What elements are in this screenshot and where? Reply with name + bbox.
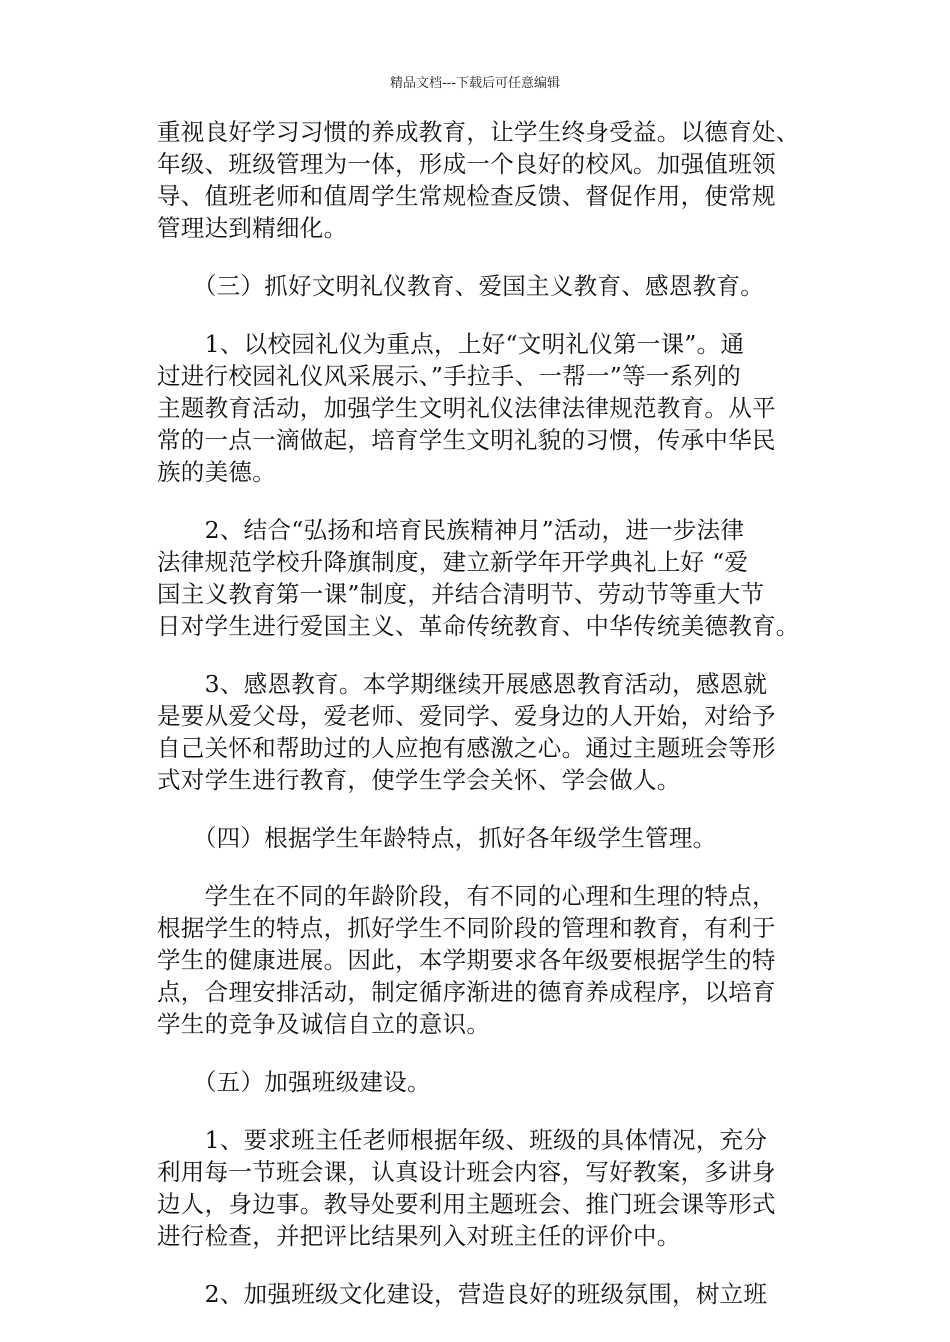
section-heading-3 — [157, 270, 837, 302]
page-header: 精品文档---下载后可任意编辑 — [389, 76, 561, 91]
text-line: 边人，身边事。教导处要利用主题班会、推门班会课等形式 — [157, 1190, 776, 1218]
text-line: 过进行校园礼仪风采展示、”手拉手、一帮一”等一系列的 — [157, 362, 742, 390]
paragraph-class-meeting — [157, 1124, 837, 1252]
paragraph-gratitude — [157, 668, 837, 796]
text-line: 学生的竞争及诚信自立的意识。 — [157, 1010, 491, 1038]
text-line: 自己关怀和帮助过的人应抱有感激之心。通过主题班会等形 — [157, 734, 776, 762]
text-line: 1、以校园礼仪为重点，上好“文明礼仪第一课”。通 — [157, 330, 745, 358]
paragraph-etiquette — [157, 328, 837, 488]
text-line: 年级、班级管理为一体，形成一个良好的校风。加强值班领 — [157, 150, 776, 178]
text-line: 点，合理安排活动，制定循序渐进的德育养成程序，以培育 — [157, 978, 776, 1006]
text-line: 管理达到精细化。 — [157, 214, 348, 242]
text-line: 族的美德。 — [157, 458, 276, 486]
text-line: （五）加强班级建设。 — [157, 1068, 431, 1096]
text-line: 3、感恩教育。本学期继续开展感恩教育活动，感恩就 — [157, 670, 768, 698]
section-heading-4 — [157, 822, 837, 854]
text-line: （三）抓好文明礼仪教育、爱国主义教育、感恩教育。 — [157, 272, 765, 300]
section-heading-5 — [157, 1066, 837, 1098]
text-line: 2、加强班级文化建设，营造良好的班级氛围，树立班 — [157, 1280, 768, 1308]
text-line: 常的一点一滴做起，培育学生文明礼貌的习惯，传承中华民 — [157, 426, 776, 454]
text-line: 学生在不同的年龄阶段，有不同的心理和生理的特点， — [157, 882, 776, 910]
document-body — [157, 116, 837, 1310]
text-line: 重视良好学习习惯的养成教育，让学生终身受益。以德育处、 — [157, 118, 800, 146]
text-line: 是要从爱父母，爱老师、爱同学、爱身边的人开始，对给予 — [157, 702, 776, 730]
text-line: 主题教育活动，加强学生文明礼仪法律法律规范教育。从平 — [157, 394, 776, 422]
text-line: 利用每一节班会课，认真设计班会内容，写好教案，多讲身 — [157, 1158, 776, 1186]
paragraph-age-management — [157, 880, 837, 1040]
text-line: 学生的健康进展。因此，本学期要求各年级要根据学生的特 — [157, 946, 776, 974]
text-line: 进行检查，并把评比结果列入对班主任的评价中。 — [157, 1222, 681, 1250]
text-line: （四）根据学生年龄特点，抓好各年级学生管理。 — [157, 824, 717, 852]
paragraph-1 — [157, 116, 837, 244]
text-line: 式对学生进行教育，使学生学会关怀、学会做人。 — [157, 766, 681, 794]
text-line: 国主义教育第一课”制度，并结合清明节、劳动节等重大节 — [157, 580, 765, 608]
text-line: 导、值班老师和值周学生常规检查反馈、督促作用，使常规 — [157, 182, 776, 210]
text-line: 根据学生的特点，抓好学生不同阶段的管理和教育，有利于 — [157, 914, 776, 942]
paragraph-patriotism — [157, 514, 837, 642]
text-line: 日对学生进行爱国主义、革命传统教育、中华传统美德教育。 — [157, 612, 800, 640]
text-line: 法律规范学校升降旗制度，建立新学年开学典礼上好 “爱 — [157, 548, 749, 576]
text-line: 1、要求班主任老师根据年级、班级的具体情况，充分 — [157, 1126, 768, 1154]
paragraph-class-culture — [157, 1278, 837, 1310]
text-line: 2、结合“弘扬和培育民族精神月”活动，进一步法律 — [157, 516, 745, 544]
